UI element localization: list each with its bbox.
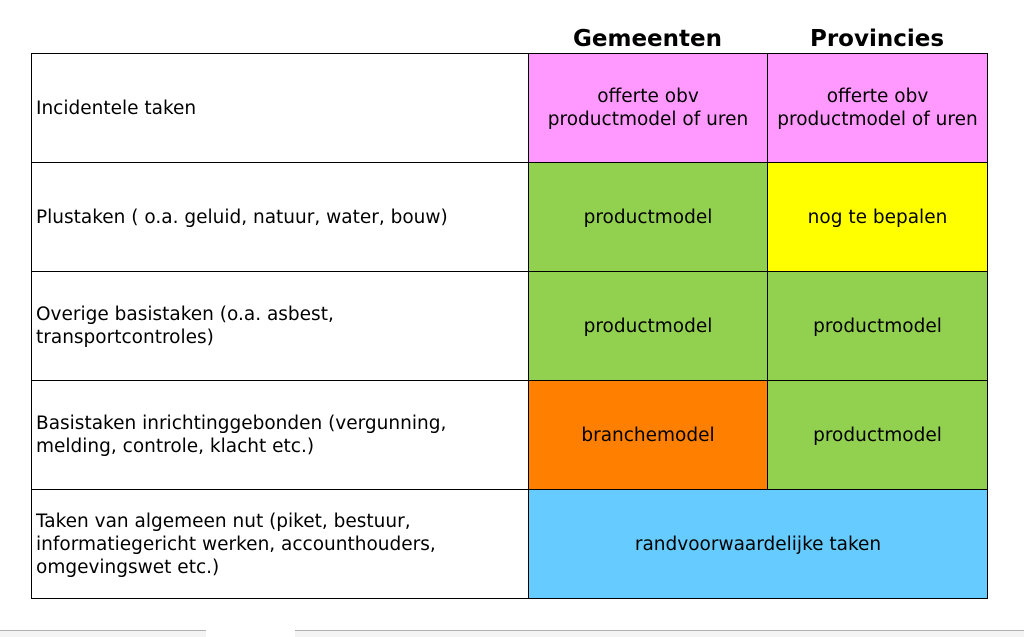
cell-gemeenten <box>529 163 768 272</box>
cell-provincies <box>768 163 988 272</box>
task-model-table <box>31 53 988 599</box>
cell-text: randvoorwaardelijke taken <box>634 533 882 555</box>
row-label-text: Basistaken inrichtinggebonden (vergunning, melding, controle, klacht etc.) <box>36 413 447 457</box>
row-label <box>32 163 529 272</box>
row-label-text: Plustaken ( o.a. geluid, natuur, water, bouw) <box>36 206 448 228</box>
cell-gemeenten <box>529 381 768 490</box>
row-label-text: Taken van algemeen nut (piket, bestuur, informatiegericht werken, accounthouders, omgevingswet etc.) <box>36 510 436 578</box>
table-row <box>32 381 988 490</box>
row-label-text: Overige basistaken (o.a. asbest, transportcontroles) <box>36 304 334 348</box>
row-label <box>32 54 529 163</box>
cell-text: productmodel <box>583 315 713 337</box>
cell-text: branchemodel <box>581 424 715 446</box>
table-row <box>32 272 988 381</box>
table-row <box>32 54 988 163</box>
cell-provincies <box>768 54 988 163</box>
cell-gemeenten <box>529 54 768 163</box>
cell-text: nog te bepalen <box>807 206 948 228</box>
cell-merged <box>529 490 988 599</box>
cell-text: productmodel <box>813 315 942 337</box>
column-header-provincies: Provincies <box>809 26 945 52</box>
cell-text: offerte obv productmodel of uren <box>547 86 749 130</box>
row-label <box>32 272 529 381</box>
row-label <box>32 490 529 599</box>
cell-text: productmodel <box>583 206 713 228</box>
cell-provincies <box>768 272 988 381</box>
cell-gemeenten <box>529 272 768 381</box>
table-row <box>32 490 988 599</box>
row-label <box>32 381 529 490</box>
cell-provincies <box>768 381 988 490</box>
row-label-text: Incidentele taken <box>36 97 197 119</box>
column-header-gemeenten: Gemeenten <box>573 26 722 52</box>
cell-text: offerte obv productmodel of uren <box>777 86 978 130</box>
table-row <box>32 163 988 272</box>
cell-text: productmodel <box>813 424 942 446</box>
